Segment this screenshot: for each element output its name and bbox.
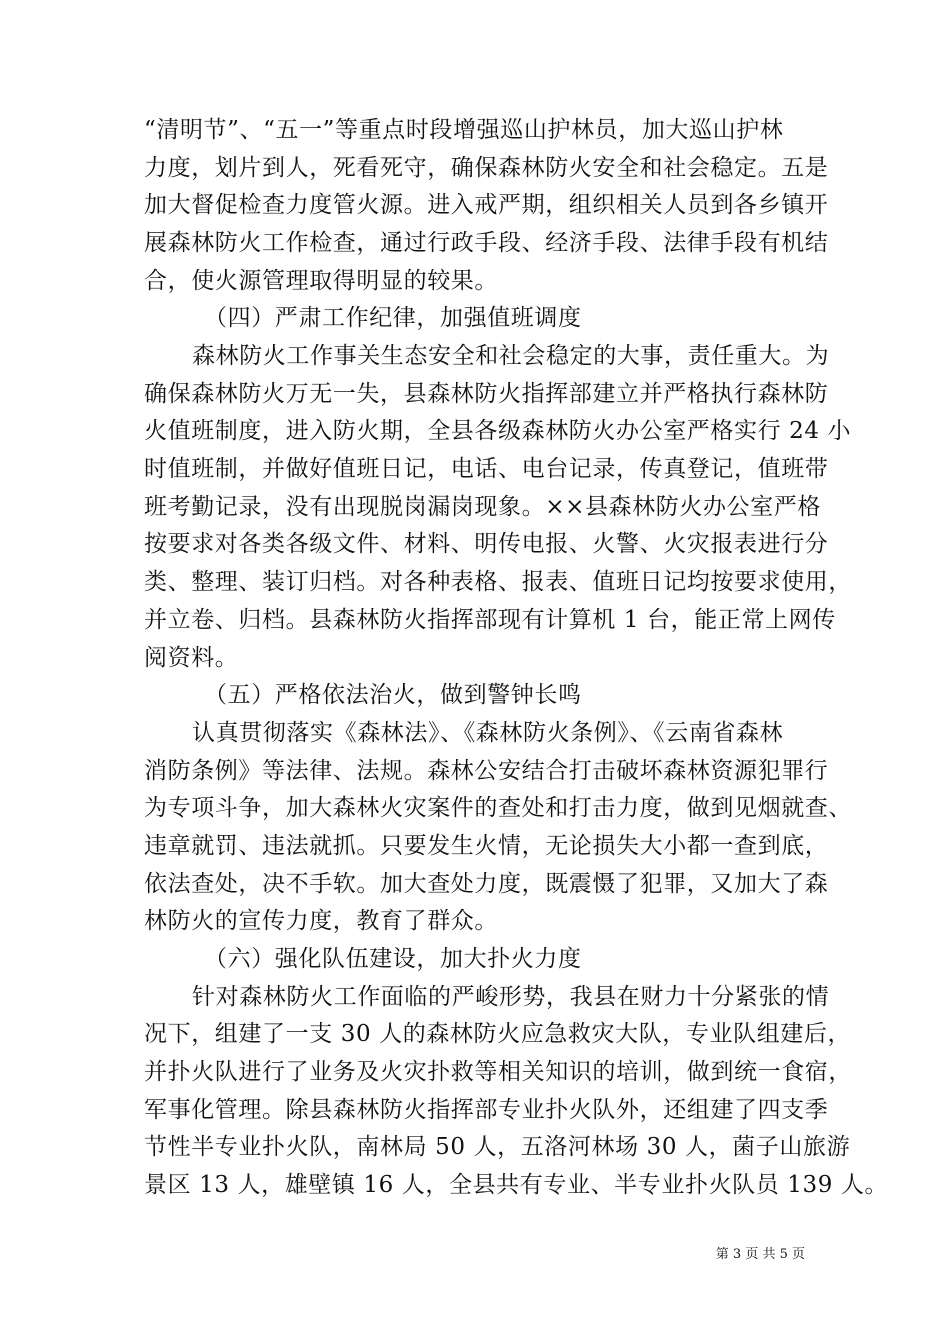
body-text-line: 阅资料。: [144, 645, 239, 671]
body-text-line: 为专项斗争，加大森林火灾案件的查处和打击力度，做到见烟就查、: [144, 795, 852, 821]
body-text-line: 类、整理、装订归档。对各种表格、报表、值班日记均按要求使用，: [144, 569, 852, 595]
body-text-line: “清明节”、“五一”等重点时段增强巡山护林员，加大巡山护林: [144, 117, 784, 143]
body-text-line: 按要求对各类各级文件、材料、明传电报、火警、火灾报表进行分: [144, 531, 829, 557]
paragraph-start-line: 森林防火工作事关生态安全和社会稳定的大事，责任重大。为: [192, 343, 830, 369]
page-number-footer: 第 3 页 共 5 页: [715, 1247, 805, 1262]
body-text-line: 合，使火源管理取得明显的较果。: [144, 268, 498, 294]
body-text-line: 节性半专业扑火队，南林局 50 人，五洛河林场 30 人，菌子山旅游: [144, 1134, 851, 1160]
body-text-line: 确保森林防火万无一失，县森林防火指挥部建立并严格执行森林防: [144, 381, 829, 407]
body-text-line: 并扑火队进行了业务及火灾扑救等相关知识的培训，做到统一食宿，: [144, 1059, 852, 1085]
body-text-line: 消防条例》等法律、法规。森林公安结合打击破坏森林资源犯罪行: [144, 758, 829, 784]
body-text-line: 力度，划片到人，死看死守，确保森林防火安全和社会稳定。五是: [144, 155, 829, 181]
body-text-line: 依法查处，决不手软。加大查处力度，既震慑了犯罪，又加大了森: [144, 871, 829, 897]
body-text-line: 况下，组建了一支 30 人的森林防火应急救灾大队，专业队组建后，: [144, 1021, 852, 1047]
body-text-line: 加大督促检查力度管火源。进入戒严期，组织相关人员到各乡镇开: [144, 192, 829, 218]
body-text-line: 林防火的宣传力度，教育了群众。: [144, 908, 498, 934]
body-text-line: 并立卷、归档。县森林防火指挥部现有计算机 1 台，能正常上网传: [144, 607, 836, 633]
section-heading: （六）强化队伍建设，加大扑火力度: [204, 946, 582, 972]
body-text-line: 景区 13 人，雄壁镇 16 人，全县共有专业、半专业扑火队员 139 人。: [144, 1172, 889, 1198]
body-text-line: 展森林防火工作检查，通过行政手段、经济手段、法律手段有机结: [144, 230, 829, 256]
body-text-line: 军事化管理。除县森林防火指挥部专业扑火队外，还组建了四支季: [144, 1097, 829, 1123]
body-text-line: 时值班制，并做好值班日记，电话、电台记录，传真登记，值班带: [144, 456, 829, 482]
paragraph-start-line: 针对森林防火工作面临的严峻形势，我县在财力十分紧张的情: [192, 984, 830, 1010]
paragraph-start-line: 认真贯彻落实《森林法》、《森林防火条例》、《云南省森林: [192, 720, 784, 746]
section-heading: （五）严格依法治火，做到警钟长鸣: [204, 682, 582, 708]
body-text-line: 违章就罚、违法就抓。只要发生火情，无论损失大小都一查到底，: [144, 833, 829, 859]
body-text-line: 班考勤记录，没有出现脱岗漏岗现象。××县森林防火办公室严格: [144, 494, 821, 520]
body-text-line: 火值班制度，进入防火期，全县各级森林防火办公室严格实行 24 小: [144, 418, 852, 444]
section-heading: （四）严肃工作纪律，加强值班调度: [204, 305, 582, 331]
